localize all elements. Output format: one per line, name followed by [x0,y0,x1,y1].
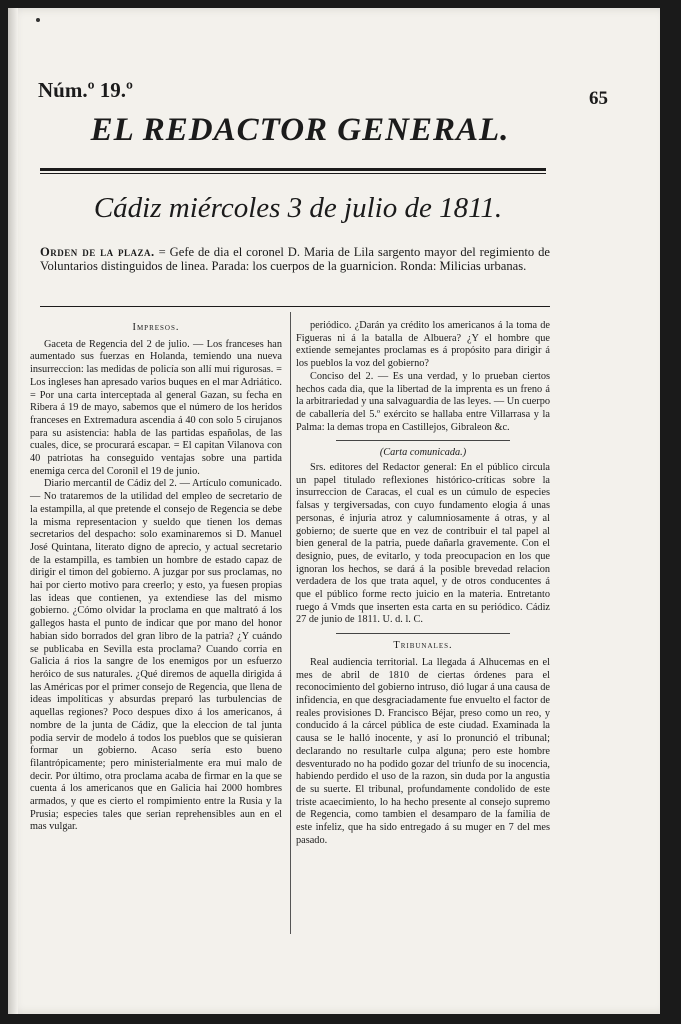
print-mark [36,18,40,22]
column-separator [290,312,291,934]
carta-text: Srs. editores del Redactor general: En el público circula un papel titulado reflexiones histórico-críticas sobre la insurreccion de Caracas, el cual es un cúmulo de especies falsas y tergiversadas, con cuyo fundamento elogia á unas personas, é injuria atroz y calumniosamente á otras, y al gobierno; de suerte que en vez de contribuir el tal papel al bien general de la patria, puede dañarla gravemente. Con el designio, pues, de evitarlo, y toda preocupacion en los que ignoran los hechos, se dará á la posible brevedad relacion verdadera de los que trata aquel, y de otros conducentes á que el público forme recto juicio en la materia. Entretanto ruego á Vmds que inserten esta carta en su periódico. Cádiz 27 de junio de 1811. U. d. l. C. [296,462,550,626]
conciso-paragraph: Conciso del 2. — Es una verdad, y lo prueban ciertos hechos cada dia, que la libertad de la imprenta es un freno á la arbitrariedad y una salvaguardia de las leyes. — Un cuerpo de caballería del 5.º exército se hallaba entre Villarrasa y la Palma: la demas tropa en Castillejos, Gibraleon &c. [296,370,550,433]
page-binding-shadow [8,8,18,1014]
carta-heading: (Carta comunicada.) [379,447,467,459]
masthead-rule-thick [40,168,546,171]
gaceta-paragraph: Gaceta de Regencia del 2 de julio. — Los franceses han aumentado sus fuerzas en Holanda, temiendo una nueva insurreccion: las medidas de policía son allí mui rigurosas. = Los ingleses han apresado varios buques en el mar Adriático. = Por una carta interceptada al general Gazan, su fecha en Ribera á 19 de mayo, sabemos que el número de los heridos franceses en Extremadura ascendia á 40 con solo 5 cirujanos para su asistencia: habla de las partidas españolas, de las cuales, dice, se procurará escapar. = El capitan Vilanova con 40 patriotas ha conseguido ventajas sobre una partida enemiga cerca del Coronil el 19 de junio. [30,338,282,477]
left-column [30,320,282,834]
orden-text: = Gefe de dia el coronel D. Maria de Lila sargento mayor del regimiento de Voluntarios distinguidos de linea. Parada: los cuerpos de la guarnicion. Ronda: Milicias urbanas. [40,245,551,273]
column-divider-1 [336,440,510,441]
newspaper-page [8,8,660,1014]
orden-de-la-plaza [40,245,550,273]
right-column [296,320,550,847]
impresos-heading: Impresos. [132,322,180,333]
diario-paragraph: Diario mercantil de Cádiz del 2. — Artículo comunicado. — No trataremos de la utilidad del empleo de secretario de la estampilla, al que pretende el consejo de Regencia se debe la misma representacion y sueldo que tienen los demas secretarios del despacho: solo examinaremos si D. Manuel José Quintana, literato digno de aprecio, y actual secretario de la estampilla, es tambien un hombre de estado capaz de dirigir el timon del gobierno. A juzgar por sus proclamas, no hai por cierto motivo para creerlo; y esto, ya fuesen propias las ideas que contienen, ya extendiese las del mismo gobierno. ¿Cómo olvidar la proclama en que maltrató á los gallegos hasta el punto de indicar que por mano del honor habian sido borrados del gran libro de la patria? ¿Y cuándo se publicaba en Sevilla esta proclama? Cuando corria en Galicia á rios la sangre de los enemigos por un esfuerzo heróico de sus naturales. ¿Qué diremos de aquella dirigida á las Américas por el primer consejo de Regencia, que llena de ideas impolíticas y absurdas preparó las turbulencias de aquellas regiones? Poco despues dixo á los americanos, á nombre de la junta de Cádiz, que la eleccion de tal junta podia servir de modelo á todos los pueblos que se quisieran formar un gobierno. Acaso sería esto bueno filantrópicamente; pero ministerialmente era mui malo de decir. Por último, otra proclama acaba de firmar en la que se cuenta á los americanos que en Galicia hai 2000 hombres armados, y que es cierto el rompimiento entre la Rusia y la Prusia; especies tales que serian reprehensibles aun en el mas vulgar. [30,478,282,833]
continued-paragraph: periódico. ¿Darán ya crédito los americanos á la toma de Figueras ni á la batalla de Albuera? ¿Y el hombre que extiende semejantes proclamas es á propósito para dirigir á los pueblos la voz del gobierno? [296,320,550,370]
orden-lead: Orden de la plaza. [40,245,155,259]
masthead-title: EL REDACTOR GENERAL. [90,112,510,148]
column-divider-2 [336,633,510,634]
dateline: Cádiz miércoles 3 de julio de 1811. [93,192,503,224]
section-rule [40,306,550,307]
page-number: 65 [589,88,608,109]
tribunales-text: Real audiencia territorial. La llegada á Alhucemas en el mes de abril de 1810 de ciertas órdenes para el reconocimiento del gobierno intruso, dió lugar á una causa de infidencia, en que desgraciadamente fue envuelto el factor de reales provisiones D. Francisco Béjar, preso como un reo, y conducido á la cárcel pública de este ciudad. Examinada la causa se le halló inocente, y así lo pronunció el tribunal; declarando no resultarle culpa alguna; pero este hombre desventurado no ha podido gozar del triunfo de su inocencia, habiendo perdido el uso de la razon, sin duda por la angustia de su suerte. El tribunal, profundamente condolido de este triste acaecimiento, lo ha hecho presente al consejo supremo de Regencia, como tambien el desamparo de la familia de este infeliz, que ha sido entregado á su muger en 7 del mes pasado. [296,656,550,846]
masthead-rule-thin [40,173,546,174]
tribunales-heading: Tribunales. [393,640,453,652]
issue-number: Núm.º 19.º [38,78,133,102]
